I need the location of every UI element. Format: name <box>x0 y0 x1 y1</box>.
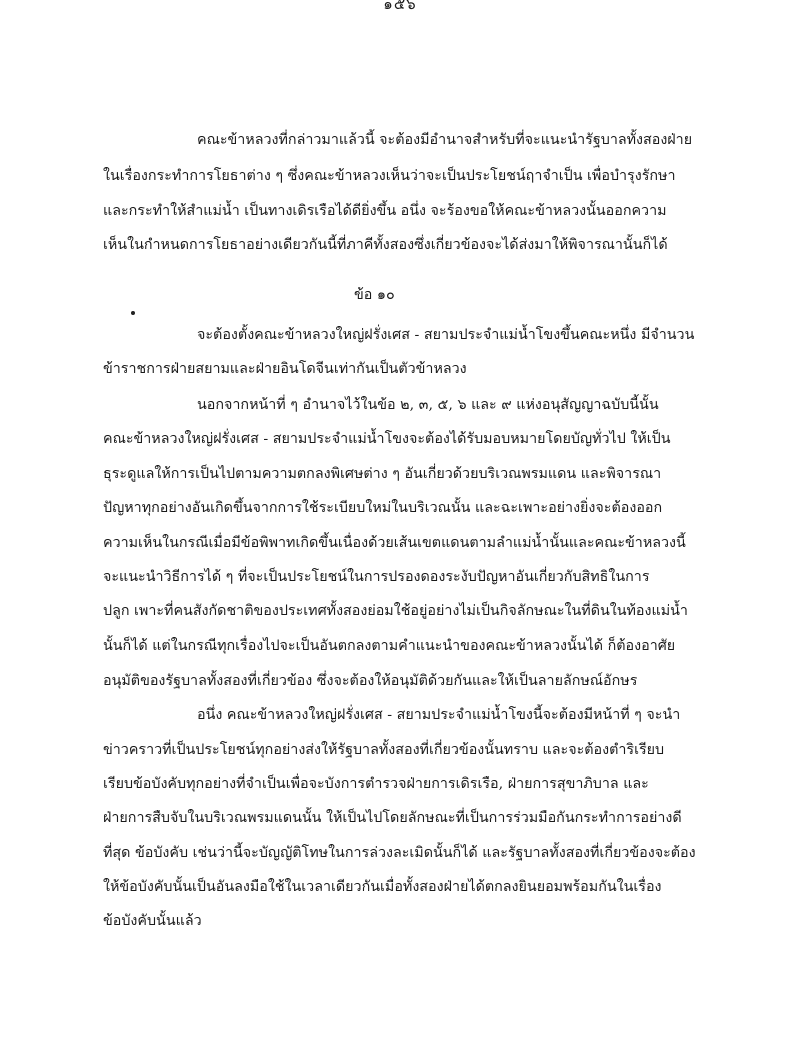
paragraph-line: ปลูก เพาะที่คนสังกัดชาติของประเทศทั้งสองย่อมใช้อยู่อย่างไม่เป็นกิจลักษณะในที่ดินในท้องแม่น้ำ <box>103 603 688 619</box>
paragraph-line: ข่าวคราวที่เป็นประโยชน์ทุกอย่างส่งให้รัฐบาลทั้งสองที่เกี่ยวข้องนั้นทราบ และจะต้องตำริเรียบ <box>103 742 665 758</box>
paragraph-line: ความเห็นในกรณีเมื่อมีข้อพิพาทเกิดขึ้นเนื่องด้วยเส้นเขตแดนตามลำแม่น้ำนั้นและคณะข้าหลวงนี้ <box>103 535 686 551</box>
paragraph-line: ข้าราชการฝ่ายสยามและฝ่ายอินโดจีนเท่ากันเป็นตัวข้าหลวง <box>103 361 467 377</box>
paragraph-line: ธุระดูแลให้การเป็นไปตามความตกลงพิเศษต่าง ๆ อันเกี่ยวด้วยบริเวณพรมแดน และพิจารณา <box>103 466 662 482</box>
paragraph-line: คณะข้าหลวงใหญ่ฝรั่งเศส - สยามประจำแม่น้ำโขงจะต้องได้รับมอบหมายโดยบัญทั่วไป ให้เป็น <box>103 431 671 447</box>
page-number: ๑๕๖ <box>383 0 417 13</box>
scan-speck <box>131 311 135 315</box>
paragraph-line: เรียบข้อบังคับทุกอย่างที่จำเป็นเพื่อจะบังการตำรวจฝ่ายการเดิรเรือ, ฝ่ายการสุขาภิบาล และ <box>103 776 649 792</box>
section-heading: ข้อ ๑๐ <box>354 287 395 303</box>
paragraph-line: นั้นก็ได้ แต่ในกรณีทุกเรื่องไปจะเป็นอันตกลงตามคำแนะนำของคณะข้าหลวงนั้นได้ ก็ต้องอาศัย <box>103 638 676 654</box>
paragraph-line: นอกจากหน้าที่ ๆ อำนาจไว้ในข้อ ๒, ๓, ๕, ๖ และ ๙ แห่งอนุสัญญาฉบับนี้นั้น <box>197 397 659 413</box>
paragraph-line: คณะข้าหลวงที่กล่าวมาแล้วนี้ จะต้องมีอำนาจสำหรับที่จะแนะนำรัฐบาลทั้งสองฝ่าย <box>197 132 693 148</box>
paragraph-line: ปัญหาทุกอย่างอันเกิดขึ้นจากการใช้ระเบียบใหม่ในบริเวณนั้น และฉะเพาะอย่างยิ่งจะต้องออก <box>103 500 663 516</box>
paragraph-line: ฝ่ายการสืบจับในบริเวณพรมแดนนั้น ให้เป็นไปโดยลักษณะที่เป็นการร่วมมือกันกระทำการอย่างดี <box>103 810 682 826</box>
paragraph-line: จะแนะนำวิธีการได้ ๆ ที่จะเป็นประโยชน์ในการปรองดองระงับปัญหาอันเกี่ยวกับสิทธิในการ <box>103 569 650 585</box>
paragraph-line: เห็นในกำหนดการโยธาอย่างเดียวกันนี้ที่ภาคีทั้งสองซึ่งเกี่ยวข้องจะได้ส่งมาให้พิจารณานั้นก็ได้ <box>103 237 668 253</box>
paragraph-line: อนึ่ง คณะข้าหลวงใหญ่ฝรั่งเศส - สยามประจำแม่น้ำโขงนี้จะต้องมีหน้าที่ ๆ จะนำ <box>197 707 681 723</box>
paragraph-line: ในเรื่องกระทำการโยธาต่าง ๆ ซึ่งคณะข้าหลวงเห็นว่าจะเป็นประโยชน์ฤาจำเป็น เพื่อบำรุงรักษา <box>103 168 676 184</box>
paragraph-line: จะต้องตั้งคณะข้าหลวงใหญ่ฝรั่งเศส - สยามประจำแม่น้ำโขงขึ้นคณะหนึ่ง มีจำนวน <box>197 327 695 343</box>
paragraph-line: ให้ข้อบังคับนั้นเป็นอันลงมือใช้ในเวลาเดียวกันเมื่อทั้งสองฝ่ายได้ตกลงยินยอมพร้อมกันในเรื่อง <box>103 879 662 895</box>
paragraph-line: ข้อบังคับนั้นแล้ว <box>103 913 202 929</box>
paragraph-line: อนุมัติของรัฐบาลทั้งสองที่เกี่ยวข้อง ซึ่งจะต้องให้อนุมัติด้วยกันและให้เป็นลายลักษณ์อักษร <box>103 673 638 689</box>
paragraph-line: ที่สุด ข้อบังคับ เช่นว่านี้จะบัญญัติโทษในการล่วงละเมิดนั้นก็ได้ และรัฐบาลทั้งสองที่เกี่ยวข้องจะต้อง <box>103 845 696 861</box>
paragraph-line: และกระทำให้สำแม่น้ำ เป็นทางเดิรเรือได้ดียิ่งขึ้น อนึ่ง จะร้องขอให้คณะข้าหลวงนั้นออกความ <box>103 203 667 219</box>
